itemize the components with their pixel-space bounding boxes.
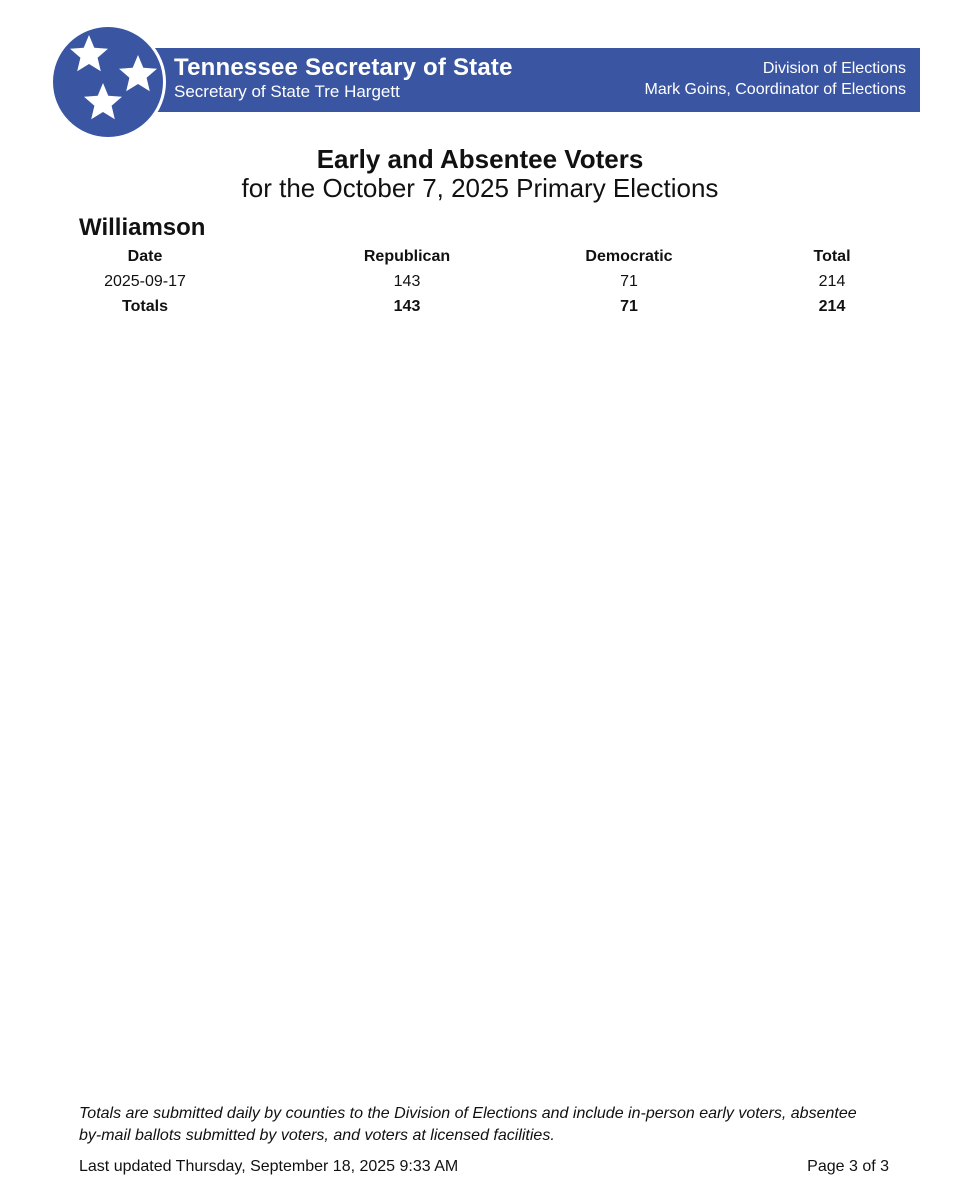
- tri-star-icon: [50, 24, 166, 140]
- report-subtitle: for the October 7, 2025 Primary Elections: [241, 173, 719, 203]
- column-header-republican: Republican: [363, 248, 451, 265]
- org-title: Tennessee Secretary of State: [174, 54, 513, 81]
- coordinator-label: Mark Goins, Coordinator of Elections: [644, 81, 906, 98]
- footnote: [79, 1103, 899, 1147]
- totals-label: Totals: [122, 298, 168, 315]
- cell-democratic: 71: [620, 273, 638, 290]
- cell-total: 214: [818, 273, 846, 290]
- totals-total: 214: [818, 298, 846, 315]
- totals-republican: 143: [393, 298, 421, 315]
- column-header-date: Date: [127, 248, 163, 265]
- report-title: Early and Absentee Voters: [316, 144, 644, 174]
- org-subtitle: Secretary of State Tre Hargett: [174, 82, 400, 101]
- footnote-line: Totals are submitted daily by counties to the Division of Elections and include in-person early voters, absentee: [79, 1105, 857, 1122]
- cell-date: 2025-09-17: [104, 273, 186, 290]
- column-header-total: Total: [813, 248, 851, 265]
- division-label: Division of Elections: [762, 60, 906, 77]
- page-number: Page 3 of 3: [807, 1158, 889, 1175]
- cell-republican: 143: [393, 273, 421, 290]
- totals-democratic: 71: [620, 298, 638, 315]
- header-banner: [104, 48, 920, 112]
- column-header-democratic: Democratic: [585, 248, 673, 265]
- last-updated: Last updated Thursday, September 18, 2025 9:33 AM: [79, 1158, 459, 1175]
- county-name: Williamson: [79, 214, 206, 241]
- footnote-line: by-mail ballots submitted by voters, and voters at licensed facilities.: [79, 1127, 555, 1144]
